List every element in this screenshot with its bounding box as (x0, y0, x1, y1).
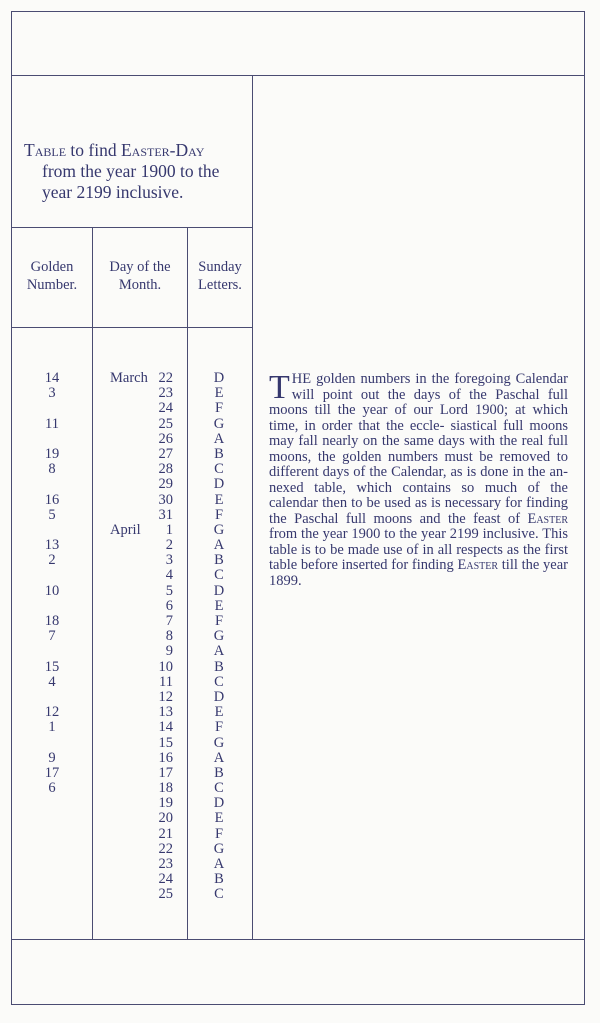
golden-number-cell (34, 842, 70, 857)
day-row (110, 553, 173, 568)
day-row (110, 417, 173, 432)
sunday-letter-cell: C (214, 461, 224, 478)
sunday-letter-cell: F (214, 825, 224, 842)
day-number: 28 (158, 461, 173, 478)
day-row (110, 538, 173, 553)
golden-number-cell: 7 (48, 628, 56, 645)
day-row (110, 720, 173, 735)
paragraph-text-1: HE golden numbers in the foregoing Calendar will point out the days of the Paschal full moons till the year of our Lord 1900; at which time, in order that the eccle- siastical full moons may fall nearly on the same days with the real full moons, the golden numbers must be removed to different days of the Calendar, as is done in the an- nexed table, which contains so much of the calendar then to be used as is necessary for finding the Paschal full moons and the feast of (269, 371, 568, 527)
table-title (12, 140, 252, 203)
day-row (110, 675, 173, 690)
golden-number-header (12, 258, 92, 294)
day-number: 17 (158, 764, 173, 781)
day-number: 7 (165, 613, 173, 629)
golden-number-cell: 5 (48, 506, 56, 523)
golden-number-cell: 1 (48, 719, 56, 736)
day-row (110, 386, 173, 401)
day-number: 24 (158, 400, 173, 417)
day-row (110, 811, 173, 826)
month-label: March (110, 370, 148, 386)
golden-number-cell: 14 (44, 370, 60, 386)
golden-number-cell (34, 811, 70, 826)
day-number: 20 (158, 810, 173, 827)
sunday-letter-cell: A (213, 537, 225, 554)
golden-number-cell: 10 (44, 582, 60, 599)
column-divider-2 (187, 227, 188, 939)
sunday-letter-cell: F (214, 400, 224, 417)
day-number: 22 (158, 370, 173, 386)
day-row (110, 508, 173, 523)
golden-number-cell (34, 644, 70, 659)
day-of-month-column (110, 371, 173, 903)
day-number: 14 (158, 719, 173, 736)
golden-number-cell: 9 (48, 749, 56, 766)
day-row (110, 705, 173, 720)
header-rule (11, 327, 252, 328)
sunday-letter-cell: F (214, 506, 224, 523)
golden-header-line2: Number. (26, 277, 78, 293)
day-row (110, 614, 173, 629)
sunday-letter-cell: B (214, 658, 224, 675)
sunday-letter-cell: F (214, 613, 224, 629)
day-number: 15 (158, 734, 173, 751)
golden-number-cell (34, 401, 70, 416)
golden-number-cell (34, 827, 70, 842)
golden-number-cell: 16 (44, 491, 60, 508)
sunday-letter-cell: F (214, 719, 224, 736)
day-number: 25 (158, 415, 173, 432)
sunday-header-line2: Letters. (198, 277, 242, 293)
sunday-header-line1: Sunday (198, 259, 242, 275)
golden-number-cell: 15 (44, 658, 60, 675)
day-row (110, 568, 173, 583)
day-number: 23 (158, 385, 173, 402)
day-number: 12 (158, 688, 173, 705)
day-row (110, 599, 173, 614)
sunday-letter-cell: D (213, 688, 225, 705)
day-number: 23 (158, 856, 173, 872)
day-row (110, 857, 173, 872)
golden-header-line1: Golden (30, 259, 74, 275)
day-number: 3 (165, 552, 173, 569)
day-row (110, 371, 173, 386)
sunday-letter-cell: G (213, 840, 225, 857)
title-line1-rest: to find (66, 140, 121, 160)
sunday-letter-cell: A (213, 430, 225, 447)
sunday-letter-cell: B (214, 764, 224, 781)
golden-number-cell: 3 (48, 385, 56, 402)
day-row (110, 447, 173, 462)
title-line2: from the year 1900 to the (42, 161, 220, 181)
day-row (110, 493, 173, 508)
day-row (110, 766, 173, 781)
sunday-letter-cell: E (214, 491, 224, 508)
day-header-line2: Month. (118, 277, 162, 293)
golden-number-cell (34, 690, 70, 705)
golden-number-column (34, 371, 70, 903)
explanatory-paragraph (269, 369, 568, 589)
title-rule (11, 227, 252, 228)
title-easter-word: Easter-Day (120, 140, 205, 160)
top-rule (11, 75, 585, 76)
golden-number-cell: 17 (44, 764, 60, 781)
golden-number-cell: 19 (44, 445, 60, 462)
day-number: 24 (158, 871, 173, 888)
sunday-letter-cell: D (213, 370, 225, 386)
golden-number-cell (34, 523, 70, 538)
drop-cap: T (269, 369, 290, 406)
golden-number-cell: 18 (44, 613, 60, 629)
day-row (110, 887, 173, 902)
golden-number-cell (34, 796, 70, 811)
day-row (110, 827, 173, 842)
day-row (110, 781, 173, 796)
golden-number-cell: 4 (48, 673, 56, 690)
bottom-rule (11, 939, 585, 940)
day-row (110, 432, 173, 447)
golden-number-cell: 12 (44, 704, 60, 721)
paragraph-easter-2: Easter (457, 557, 499, 573)
paragraph-text-3: till the year 1899. (269, 557, 568, 589)
day-number: 9 (165, 643, 173, 660)
day-number: 22 (158, 840, 173, 857)
day-number: 4 (165, 567, 173, 584)
day-number: 21 (158, 825, 173, 842)
golden-number-cell: 11 (45, 415, 59, 432)
day-row (110, 477, 173, 492)
golden-number-cell (34, 477, 70, 492)
golden-number-cell: 13 (44, 537, 60, 554)
day-row (110, 401, 173, 416)
day-row (110, 736, 173, 751)
day-number: 10 (158, 658, 173, 675)
golden-number-cell: 8 (48, 461, 56, 478)
golden-number-cell: 6 (48, 780, 56, 797)
day-row (110, 842, 173, 857)
sunday-letter-cell: G (213, 734, 225, 751)
day-row (110, 644, 173, 659)
sunday-letter-cell: D (213, 795, 225, 812)
sunday-letter-cell: E (214, 385, 224, 402)
day-number: 13 (158, 704, 173, 721)
golden-number-cell (34, 432, 70, 447)
day-row (110, 751, 173, 766)
day-number: 8 (165, 628, 173, 645)
day-number: 29 (158, 476, 173, 493)
day-number: 26 (158, 430, 173, 447)
golden-number-cell (34, 736, 70, 751)
sunday-letter-cell: G (213, 521, 225, 538)
golden-number-cell: 2 (48, 552, 56, 569)
golden-number-cell (34, 568, 70, 583)
day-number: 31 (158, 506, 173, 523)
sunday-letter-cell: C (214, 780, 224, 797)
sunday-letter-cell: A (213, 749, 225, 766)
day-row (110, 523, 173, 538)
sunday-letter-cell: E (214, 810, 224, 827)
day-number: 18 (158, 780, 173, 797)
paragraph-easter-1: Easter (527, 510, 568, 527)
sunday-letter-cell: D (213, 582, 225, 599)
sunday-letter-cell: G (213, 415, 225, 432)
column-divider-1 (92, 227, 93, 939)
day-row (110, 872, 173, 887)
month-label: April (110, 521, 141, 538)
day-row (110, 660, 173, 675)
sunday-letters-header (188, 258, 252, 294)
day-row (110, 462, 173, 477)
day-number: 5 (165, 582, 173, 599)
paragraph-text-2: from the year 1900 to the year 2199 inclusive. This table is to be made use of in all respects as the first table before inserted for finding (269, 526, 568, 573)
sunday-letter-cell: C (214, 567, 224, 584)
golden-number-cell (34, 599, 70, 614)
golden-number-cell (34, 857, 70, 872)
sunday-letters-column (208, 371, 230, 903)
table-right-border (252, 75, 253, 939)
day-number: 30 (158, 491, 173, 508)
day-row (110, 690, 173, 705)
sunday-letter-cell: B (214, 552, 224, 569)
day-header-line1: Day of the (109, 259, 171, 275)
sunday-letter-cell: E (214, 597, 224, 614)
sunday-letter-cell: A (213, 856, 225, 872)
golden-number-cell (34, 887, 70, 902)
day-number: 25 (158, 886, 173, 903)
day-number: 1 (165, 521, 173, 538)
day-number: 2 (165, 537, 173, 554)
day-number: 27 (158, 445, 173, 462)
day-row (110, 796, 173, 811)
day-number: 16 (158, 749, 173, 766)
sunday-letter-cell: A (213, 643, 225, 660)
day-row (110, 584, 173, 599)
day-row (110, 629, 173, 644)
sunday-letter-cell: B (214, 445, 224, 462)
sunday-letter-cell: B (214, 871, 224, 888)
title-line3: year 2199 inclusive. (42, 182, 184, 202)
sunday-letter-cell: G (213, 628, 225, 645)
day-number: 6 (165, 597, 173, 614)
title-table-word: Table (24, 140, 67, 160)
day-number: 11 (159, 673, 173, 690)
sunday-letter-cell: E (214, 704, 224, 721)
day-number: 19 (158, 795, 173, 812)
golden-number-cell (34, 872, 70, 887)
sunday-letter-cell: D (213, 476, 225, 493)
sunday-letter-cell: C (214, 886, 224, 903)
day-of-month-header (93, 258, 187, 294)
sunday-letter-cell: C (214, 673, 224, 690)
